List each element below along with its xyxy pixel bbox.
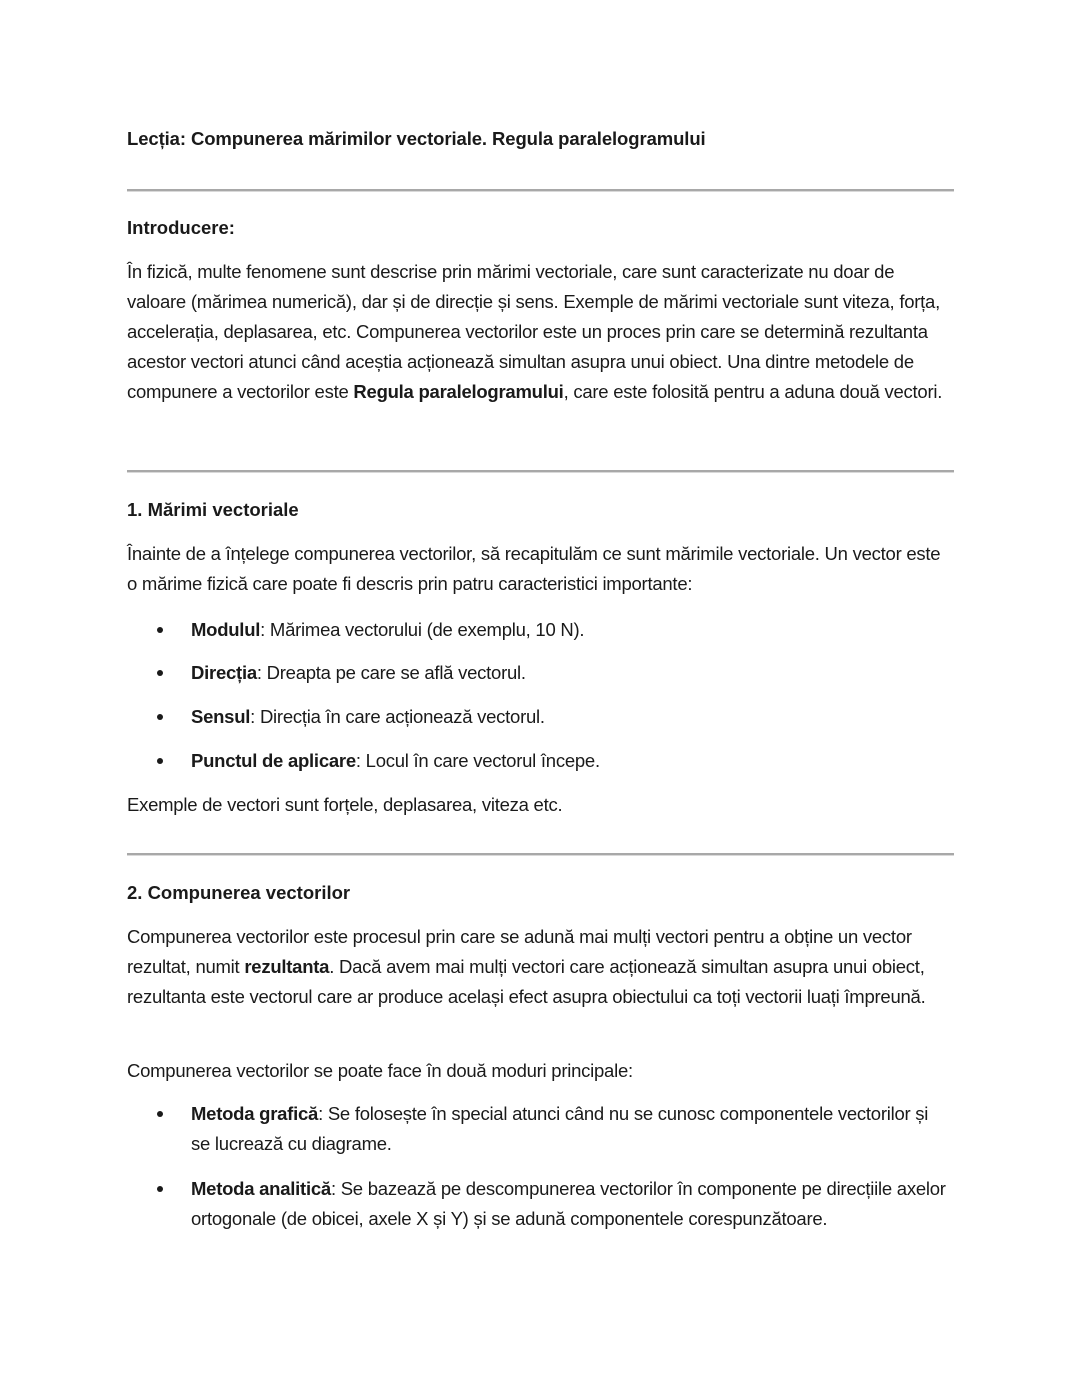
section2-text: Compunerea vectorilor este procesul prin care se adună mai mulți vectori pentru a obține un vector rezultat, numit (127, 926, 912, 977)
section1-outro: Exemple de vectori sunt forțele, deplasarea, viteza etc. (127, 794, 563, 815)
section2-text-end: . Dacă avem mai mulți vectori care acționează simultan asupra unui obiect, rezultanta este vectorul care ar produce același efect asupra obiectului ca toți vectorii luați împreună. (127, 956, 926, 1007)
intro-paragraph (127, 257, 954, 407)
list-term: Modulul (191, 619, 261, 640)
bullet-icon (157, 670, 163, 676)
list-desc: : Direcția în care acționează vectorul. (250, 706, 545, 727)
list-desc: : Se bazează pe descompunerea vectorilor în componente pe direcțiile axelor ortogonale (de obicei, axele X și Y) și se adună componentele corespunzătoare. (191, 1178, 946, 1229)
list-desc: : Locul în care vectorul începe. (355, 750, 600, 771)
bullet-icon (157, 1186, 163, 1192)
list-term: Direcția (191, 662, 257, 683)
bullet-icon (157, 714, 163, 720)
bullet-icon (157, 758, 163, 764)
list-term: Metoda analitică (191, 1178, 331, 1199)
list-term: Punctul de aplicare (191, 750, 356, 771)
list-desc: : Mărimea vectorului (de exemplu, 10 N). (260, 619, 585, 640)
section1-heading: 1. Mărimi vectoriale (127, 499, 299, 520)
section2-methods-intro: Compunerea vectorilor se poate face în două moduri principale: (127, 1060, 633, 1081)
section2-bold-term: rezultanta (244, 956, 330, 977)
list-term: Sensul (191, 706, 251, 727)
section2-heading: 2. Compunerea vectorilor (127, 882, 351, 903)
bullet-icon (157, 627, 163, 633)
intro-text-end: , care este folosită pentru a aduna două vectori. (563, 381, 943, 402)
divider (127, 189, 954, 192)
intro-text: În fizică, multe fenomene sunt descrise prin mărimi vectoriale, care sunt caracterizate nu doar de valoare (mărimea numerică), dar și de direcție și sens. Exemple de mărimi vectoriale sunt viteza, forța, accelerația, deplasarea, etc. Compunerea vectorilor este un proces prin care se determină rezultanta acestor vectori atunci când aceștia acționează simultan asupra unui obiect. Una dintre metodele de compunere a vectorilor este (127, 261, 940, 402)
intro-bold-term: Regula paralelogramului (353, 381, 564, 402)
list-term: Metoda grafică (191, 1103, 319, 1124)
list-desc: : Se folosește în special atunci când nu se cunosc componentele vectorilor și se lucrează cu diagrame. (191, 1103, 929, 1154)
list-desc: : Dreapta pe care se află vectorul. (256, 662, 526, 683)
lesson-title: Lecția: Compunerea mărimilor vectoriale. Regula paralelogramului (127, 128, 706, 149)
bullet-icon (157, 1111, 163, 1117)
divider (127, 853, 954, 856)
intro-heading: Introducere: (127, 217, 235, 238)
section2-paragraph (127, 922, 954, 1012)
divider (127, 470, 954, 473)
section1-intro: Înainte de a înțelege compunerea vectorilor, să recapitulăm ce sunt mărimile vectoriale. Un vector este o mărime fizică care poate fi descris prin patru caracteristici importante: (127, 543, 941, 594)
